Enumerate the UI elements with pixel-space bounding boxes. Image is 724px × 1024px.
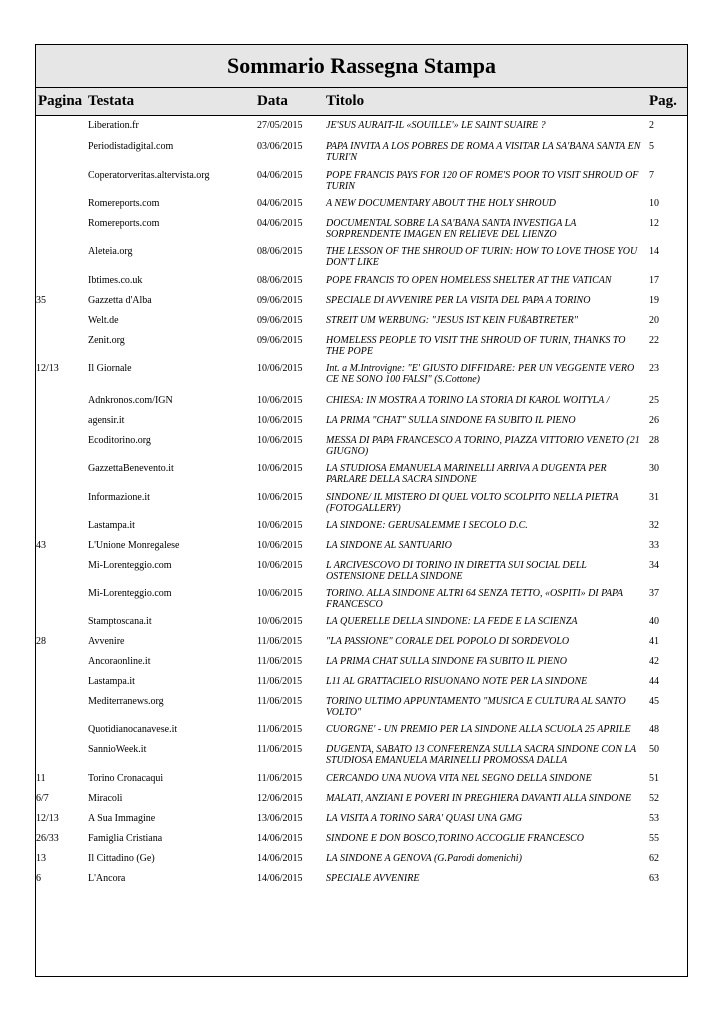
table-row (36, 584, 687, 612)
cell-pag: 28 (649, 435, 659, 446)
cell-data: 10/06/2015 (257, 540, 303, 551)
cell-pag: 63 (649, 873, 659, 884)
cell-titolo: LA STUDIOSA EMANUELA MARINELLI ARRIVA A DUGENTA PER PARLARE DELLA SACRA SINDONE (326, 463, 607, 485)
cell-titolo: SPECIALE AVVENIRE (326, 873, 420, 884)
table-row (36, 516, 687, 536)
cell-testata: Mediterranews.org (88, 696, 164, 707)
table-row (36, 769, 687, 789)
cell-pag: 51 (649, 773, 659, 784)
cell-pag: 33 (649, 540, 659, 551)
cell-data: 11/06/2015 (257, 636, 303, 647)
cell-testata: Quotidianocanavese.it (88, 724, 178, 735)
cell-testata: Welt.de (88, 315, 119, 326)
cell-titolo: LA PRIMA "CHAT" SULLA SINDONE FA SUBITO IL PIENO (326, 415, 576, 426)
table-row (36, 411, 687, 431)
table-row (36, 194, 687, 214)
cell-titolo: SPECIALE DI AVVENIRE PER LA VISITA DEL PAPA A TORINO (326, 295, 591, 306)
cell-pagina: 6/7 (36, 793, 49, 804)
table-header (36, 88, 687, 116)
cell-data: 12/06/2015 (257, 793, 303, 804)
cell-testata: Gazzetta d'Alba (88, 295, 152, 306)
cell-titolo: STREIT UM WERBUNG: "JESUS IST KEIN FUßABTRETER" (326, 315, 578, 326)
cell-pag: 55 (649, 833, 659, 844)
cell-titolo: POPE FRANCIS PAYS FOR 120 OF ROME'S POOR TO VISIT SHROUD OF TURIN (326, 170, 639, 192)
cell-titolo: LA SINDONE AL SANTUARIO (326, 540, 452, 551)
cell-data: 10/06/2015 (257, 616, 303, 627)
cell-pagina: 28 (36, 636, 46, 647)
cell-testata: L'Unione Monregalese (88, 540, 180, 551)
cell-pagina: 43 (36, 540, 46, 551)
cell-data: 14/06/2015 (257, 833, 303, 844)
table-row (36, 488, 687, 516)
cell-testata: Adnkronos.com/IGN (88, 395, 173, 406)
cell-data: 14/06/2015 (257, 853, 303, 864)
summary-frame (35, 44, 688, 977)
column-header-pagina: Pagina (38, 93, 83, 109)
cell-pagina: 35 (36, 295, 46, 306)
cell-testata: Ancoraonline.it (88, 656, 151, 667)
table-row (36, 652, 687, 672)
column-header-titolo: Titolo (326, 93, 365, 109)
cell-data: 04/06/2015 (257, 170, 303, 181)
table-row (36, 331, 687, 359)
cell-data: 14/06/2015 (257, 873, 303, 884)
cell-data: 08/06/2015 (257, 246, 303, 257)
cell-pag: 44 (649, 676, 659, 687)
cell-pag: 45 (649, 696, 659, 707)
cell-titolo: L ARCIVESCOVO DI TORINO IN DIRETTA SUI SOCIAL DELL OSTENSIONE DELLA SINDONE (326, 560, 587, 582)
cell-data: 13/06/2015 (257, 813, 303, 824)
cell-titolo: LA SINDONE A GENOVA (G.Parodi domenichi) (326, 853, 522, 864)
table-row (36, 291, 687, 311)
cell-titolo: POPE FRANCIS TO OPEN HOMELESS SHELTER AT THE VATICAN (326, 275, 612, 286)
table-row (36, 809, 687, 829)
table-row (36, 311, 687, 331)
cell-testata: Zenit.org (88, 335, 125, 346)
table-row (36, 612, 687, 632)
cell-pagina: 13 (36, 853, 46, 864)
cell-data: 10/06/2015 (257, 435, 303, 446)
cell-pag: 25 (649, 395, 659, 406)
cell-pag: 34 (649, 560, 659, 571)
cell-pag: 40 (649, 616, 659, 627)
cell-pag: 7 (649, 170, 654, 181)
cell-titolo: TORINO ULTIMO APPUNTAMENTO "MUSICA E CULTURA AL SANTO VOLTO" (326, 696, 626, 718)
cell-pag: 37 (649, 588, 659, 599)
table-row (36, 271, 687, 291)
table-row (36, 242, 687, 271)
table-row (36, 459, 687, 488)
cell-pag: 41 (649, 636, 659, 647)
table-row (36, 391, 687, 411)
cell-testata: Miracoli (88, 793, 123, 804)
cell-pagina: 12/13 (36, 813, 59, 824)
cell-testata: L'Ancora (88, 873, 126, 884)
cell-titolo: "LA PASSIONE" CORALE DEL POPOLO DI SORDEVOLO (326, 636, 570, 647)
table-row (36, 214, 687, 242)
cell-testata: Lastampa.it (88, 520, 135, 531)
cell-data: 09/06/2015 (257, 295, 303, 306)
cell-data: 10/06/2015 (257, 463, 303, 474)
cell-data: 10/06/2015 (257, 520, 303, 531)
cell-pag: 26 (649, 415, 659, 426)
cell-titolo: LA SINDONE: GERUSALEMME I SECOLO D.C. (326, 520, 528, 531)
cell-pag: 30 (649, 463, 659, 474)
cell-testata: Aleteia.org (88, 246, 133, 257)
cell-pag: 48 (649, 724, 659, 735)
cell-titolo: CHIESA: IN MOSTRA A TORINO LA STORIA DI KAROL WOITYLA / (326, 395, 610, 406)
table-row (36, 692, 687, 720)
table-row (36, 829, 687, 849)
cell-data: 09/06/2015 (257, 315, 303, 326)
table-row (36, 137, 687, 166)
cell-titolo: THE LESSON OF THE SHROUD OF TURIN: HOW TO LOVE THOSE YOU DON'T LIKE (326, 246, 638, 268)
cell-titolo: L11 AL GRATTACIELO RISUONANO NOTE PER LA SINDONE (326, 676, 588, 687)
cell-pag: 19 (649, 295, 659, 306)
cell-data: 10/06/2015 (257, 395, 303, 406)
cell-pagina: 6 (36, 873, 41, 884)
cell-pag: 17 (649, 275, 659, 286)
cell-pag: 31 (649, 492, 659, 503)
cell-data: 11/06/2015 (257, 724, 303, 735)
cell-titolo: LA QUERELLE DELLA SINDONE: LA FEDE E LA SCIENZA (326, 616, 578, 627)
table-row (36, 166, 687, 194)
cell-testata: Stamptoscana.it (88, 616, 152, 627)
cell-testata: Coperatorveritas.altervista.org (88, 170, 210, 181)
cell-data: 11/06/2015 (257, 773, 303, 784)
cell-testata: Il Cittadino (Ge) (88, 853, 155, 864)
cell-data: 10/06/2015 (257, 415, 303, 426)
column-header-pag: Pag. (649, 93, 677, 109)
column-header-testata: Testata (88, 93, 135, 109)
cell-testata: Mi-Lorenteggio.com (88, 588, 172, 599)
cell-titolo: DUGENTA, SABATO 13 CONFERENZA SULLA SACRA SINDONE CON LA STUDIOSA EMANUELA MARINELLI PROMOSSA DALLA (326, 744, 636, 766)
cell-testata: Lastampa.it (88, 676, 135, 687)
cell-titolo: A NEW DOCUMENTARY ABOUT THE HOLY SHROUD (326, 198, 557, 209)
cell-titolo: TORINO. ALLA SINDONE ALTRI 64 SENZA TETTO, «OSPITI» DI PAPA FRANCESCO (326, 588, 623, 610)
cell-data: 09/06/2015 (257, 335, 303, 346)
table-row (36, 720, 687, 740)
cell-testata: Ecoditorino.org (88, 435, 151, 446)
table-body (36, 116, 687, 889)
cell-data: 27/05/2015 (257, 120, 303, 131)
cell-testata: GazzettaBenevento.it (88, 463, 174, 474)
cell-testata: Avvenire (88, 636, 125, 647)
table-row (36, 116, 687, 137)
cell-testata: Periodistadigital.com (88, 141, 174, 152)
table-row (36, 740, 687, 769)
cell-testata: A Sua Immagine (88, 813, 156, 824)
cell-pagina: 12/13 (36, 363, 59, 374)
cell-titolo: PAPA INVITA A LOS POBRES DE ROMA A VISITAR LA SA'BANA SANTA EN TURI'N (326, 141, 641, 163)
cell-pag: 12 (649, 218, 659, 229)
column-header-data: Data (257, 93, 288, 109)
cell-testata: Torino Cronacaqui (88, 773, 164, 784)
page-title: Sommario Rassegna Stampa (227, 53, 496, 78)
cell-testata: Mi-Lorenteggio.com (88, 560, 172, 571)
cell-testata: Informazione.it (88, 492, 150, 503)
cell-testata: Liberation.fr (88, 120, 139, 131)
cell-titolo: MALATI, ANZIANI E POVERI IN PREGHIERA DAVANTI ALLA SINDONE (326, 793, 632, 804)
table-row (36, 632, 687, 652)
cell-data: 11/06/2015 (257, 656, 303, 667)
cell-data: 11/06/2015 (257, 676, 303, 687)
cell-data: 04/06/2015 (257, 218, 303, 229)
cell-titolo: MESSA DI PAPA FRANCESCO A TORINO, PIAZZA VITTORIO VENETO (21 GIUGNO) (326, 435, 640, 457)
cell-pag: 14 (649, 246, 659, 257)
cell-pag: 53 (649, 813, 659, 824)
cell-pagina: 26/33 (36, 833, 59, 844)
table-row (36, 672, 687, 692)
cell-pag: 42 (649, 656, 659, 667)
cell-testata: Romereports.com (88, 218, 160, 229)
cell-pag: 52 (649, 793, 659, 804)
cell-pag: 50 (649, 744, 659, 755)
cell-pag: 20 (649, 315, 659, 326)
cell-titolo: CUORGNE' - UN PREMIO PER LA SINDONE ALLA SCUOLA 25 APRILE (326, 724, 631, 735)
cell-data: 04/06/2015 (257, 198, 303, 209)
cell-titolo: JE'SUS AURAIT-IL «SOUILLE'» LE SAINT SUAIRE ? (326, 120, 546, 131)
cell-pag: 22 (649, 335, 659, 346)
cell-testata: SannioWeek.it (88, 744, 147, 755)
cell-titolo: Int. a M.Introvigne: "E' GIUSTO DIFFIDARE: PER UN VEGGENTE VERO CE NE SONO 100 FALSI" (S.Cottone) (326, 363, 635, 385)
cell-testata: agensir.it (88, 415, 125, 426)
table-row (36, 431, 687, 459)
table-row (36, 849, 687, 869)
cell-data: 08/06/2015 (257, 275, 303, 286)
cell-pag: 23 (649, 363, 659, 374)
cell-pag: 2 (649, 120, 654, 131)
cell-data: 11/06/2015 (257, 744, 303, 755)
cell-data: 10/06/2015 (257, 492, 303, 503)
cell-titolo: LA VISITA A TORINO SARA' QUASI UNA GMG (326, 813, 523, 824)
cell-pag: 62 (649, 853, 659, 864)
cell-titolo: DOCUMENTAL SOBRE LA SA'BANA SANTA INVESTIGA LA SORPRENDENTE IMAGEN EN RELIEVE DEL LIENZO (326, 218, 577, 240)
table-row (36, 789, 687, 809)
cell-data: 03/06/2015 (257, 141, 303, 152)
cell-testata: Il Giornale (88, 363, 132, 374)
title-bar (36, 45, 687, 88)
table-row (36, 536, 687, 556)
cell-titolo: CERCANDO UNA NUOVA VITA NEL SEGNO DELLA SINDONE (326, 773, 592, 784)
cell-titolo: HOMELESS PEOPLE TO VISIT THE SHROUD OF TURIN, THANKS TO THE POPE (326, 335, 626, 357)
table-row (36, 359, 687, 391)
cell-titolo: SINDONE E DON BOSCO,TORINO ACCOGLIE FRANCESCO (326, 833, 584, 844)
table-row (36, 556, 687, 584)
cell-pag: 32 (649, 520, 659, 531)
cell-testata: Romereports.com (88, 198, 160, 209)
cell-data: 10/06/2015 (257, 588, 303, 599)
cell-data: 11/06/2015 (257, 696, 303, 707)
cell-data: 10/06/2015 (257, 560, 303, 571)
table-row (36, 869, 687, 889)
cell-pagina: 11 (36, 773, 46, 784)
cell-testata: Ibtimes.co.uk (88, 275, 143, 286)
cell-testata: Famiglia Cristiana (88, 833, 163, 844)
cell-pag: 5 (649, 141, 654, 152)
cell-data: 10/06/2015 (257, 363, 303, 374)
cell-titolo: LA PRIMA CHAT SULLA SINDONE FA SUBITO IL PIENO (326, 656, 567, 667)
cell-titolo: SINDONE/ IL MISTERO DI QUEL VOLTO SCOLPITO NELLA PIETRA (FOTOGALLERY) (326, 492, 619, 514)
cell-pag: 10 (649, 198, 659, 209)
